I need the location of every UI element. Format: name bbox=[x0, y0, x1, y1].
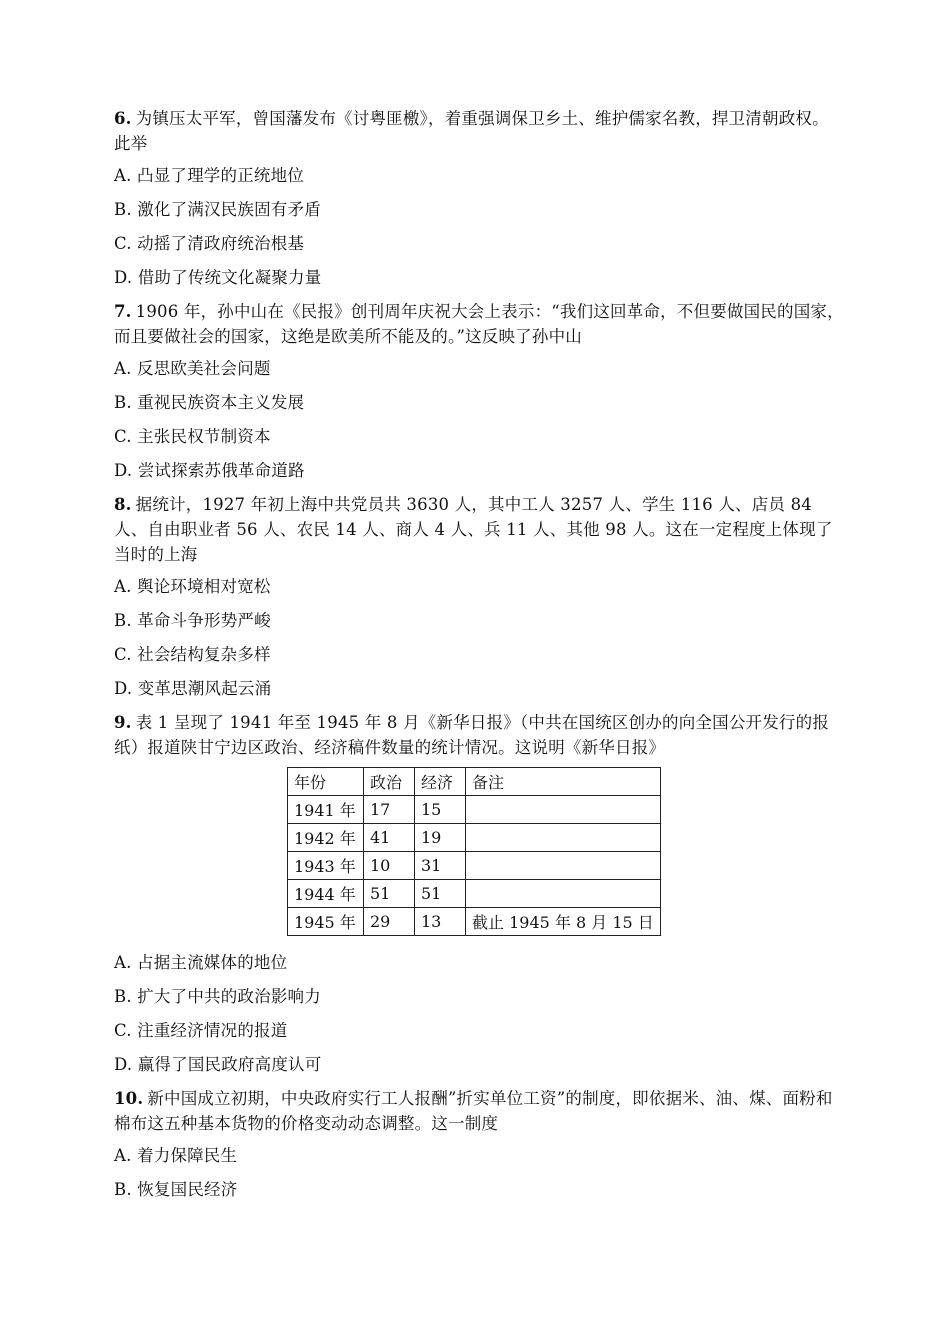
table-cell: 41 bbox=[364, 824, 415, 852]
option-c: C. 主张民权节制资本 bbox=[114, 427, 271, 446]
option-d: D. 借助了传统文化凝聚力量 bbox=[114, 268, 322, 287]
question-number: 8. bbox=[114, 495, 132, 514]
question-text: 表 1 呈现了 1941 年至 1945 年 8 月《新华日报》（中共在国统区创办的向全国公开发行的报纸）报道陕甘宁边区政治、经济稿件数量的统计情况。这说明《新华日报》 bbox=[114, 713, 830, 757]
table-cell: 1944 年 bbox=[288, 880, 364, 908]
question-10 bbox=[114, 1086, 844, 1202]
question-7 bbox=[114, 299, 844, 483]
table-cell: 1942 年 bbox=[288, 824, 364, 852]
option-d: D. 变革思潮风起云涌 bbox=[114, 679, 272, 698]
option-d: D. 尝试探索苏俄革命道路 bbox=[114, 461, 305, 480]
option-b: B. 革命斗争形势严峻 bbox=[114, 611, 271, 630]
table-row bbox=[288, 908, 661, 936]
question-stem bbox=[114, 492, 844, 567]
table-cell: 1941 年 bbox=[288, 796, 364, 824]
table-header-row bbox=[288, 768, 661, 796]
question-6 bbox=[114, 106, 844, 290]
table-header-cell: 备注 bbox=[466, 768, 661, 796]
table-header-cell: 年份 bbox=[288, 768, 364, 796]
option-a: A. 舆论环境相对宽松 bbox=[114, 577, 271, 596]
option-b: B. 重视民族资本主义发展 bbox=[114, 393, 305, 412]
option-b: B. 扩大了中共的政治影响力 bbox=[114, 987, 321, 1006]
option-c: C. 注重经济情况的报道 bbox=[114, 1021, 288, 1040]
question-number: 7. bbox=[114, 302, 132, 321]
table-cell bbox=[466, 824, 661, 852]
option-a: A. 凸显了理学的正统地位 bbox=[114, 166, 305, 185]
question-stem bbox=[114, 106, 844, 156]
question-text: 新中国成立初期，中央政府实行工人报酬”折实单位工资”的制度，即依据米、油、煤、面粉和棉布这五种基本货物的价格变动动态调整。这一制度 bbox=[114, 1089, 833, 1133]
option-c: C. 动摇了清政府统治根基 bbox=[114, 234, 305, 253]
statistics-table bbox=[287, 767, 661, 936]
table-row bbox=[288, 824, 661, 852]
table-cell: 51 bbox=[364, 880, 415, 908]
table-row bbox=[288, 852, 661, 880]
table-cell: 15 bbox=[415, 796, 466, 824]
table-header-cell: 经济 bbox=[415, 768, 466, 796]
option-a: A. 占据主流媒体的地位 bbox=[114, 953, 288, 972]
option-d: D. 赢得了国民政府高度认可 bbox=[114, 1055, 322, 1074]
option-a: A. 反思欧美社会问题 bbox=[114, 359, 271, 378]
table-header-cell: 政治 bbox=[364, 768, 415, 796]
table-cell: 10 bbox=[364, 852, 415, 880]
question-9 bbox=[114, 710, 844, 1077]
question-text: 为镇压太平军，曾国藩发布《讨粤匪檄》，着重强调保卫乡土、维护儒家名教，捍卫清朝政权。此举 bbox=[114, 109, 829, 153]
table-row bbox=[288, 796, 661, 824]
table-cell: 19 bbox=[415, 824, 466, 852]
table-cell: 1945 年 bbox=[288, 908, 364, 936]
option-c: C. 社会结构复杂多样 bbox=[114, 645, 271, 664]
question-text: 1906 年，孙中山在《民报》创刊周年庆祝大会上表示：“我们这回革命，不但要做国民的国家，而且要做社会的国家，这绝是欧美所不能及的。”这反映了孙中山 bbox=[114, 302, 844, 346]
question-stem bbox=[114, 1086, 844, 1136]
question-8 bbox=[114, 492, 844, 701]
table-cell bbox=[466, 880, 661, 908]
table-cell bbox=[466, 852, 661, 880]
question-number: 10. bbox=[114, 1089, 144, 1108]
question-number: 6. bbox=[114, 109, 132, 128]
question-text: 据统计，1927 年初上海中共党员共 3630 人，其中工人 3257 人、学生 116 人、店员 84 人、自由职业者 56 人、农民 14 人、商人 4 人、兵 11 人、其他 98 人。这在一定程度上体现了当时的上海 bbox=[114, 495, 833, 564]
option-a: A. 着力保障民生 bbox=[114, 1146, 238, 1165]
table-cell: 51 bbox=[415, 880, 466, 908]
question-stem bbox=[114, 299, 844, 349]
option-b: B. 恢复国民经济 bbox=[114, 1180, 238, 1199]
table-cell: 29 bbox=[364, 908, 415, 936]
option-b: B. 激化了满汉民族固有矛盾 bbox=[114, 200, 321, 219]
table-row bbox=[288, 880, 661, 908]
table-cell bbox=[466, 796, 661, 824]
table-cell: 1943 年 bbox=[288, 852, 364, 880]
question-stem bbox=[114, 710, 844, 760]
table-cell: 17 bbox=[364, 796, 415, 824]
table-cell: 13 bbox=[415, 908, 466, 936]
question-number: 9. bbox=[114, 713, 132, 732]
exam-page bbox=[114, 106, 844, 1211]
table-cell: 31 bbox=[415, 852, 466, 880]
table-cell: 截止 1945 年 8 月 15 日 bbox=[466, 908, 661, 936]
